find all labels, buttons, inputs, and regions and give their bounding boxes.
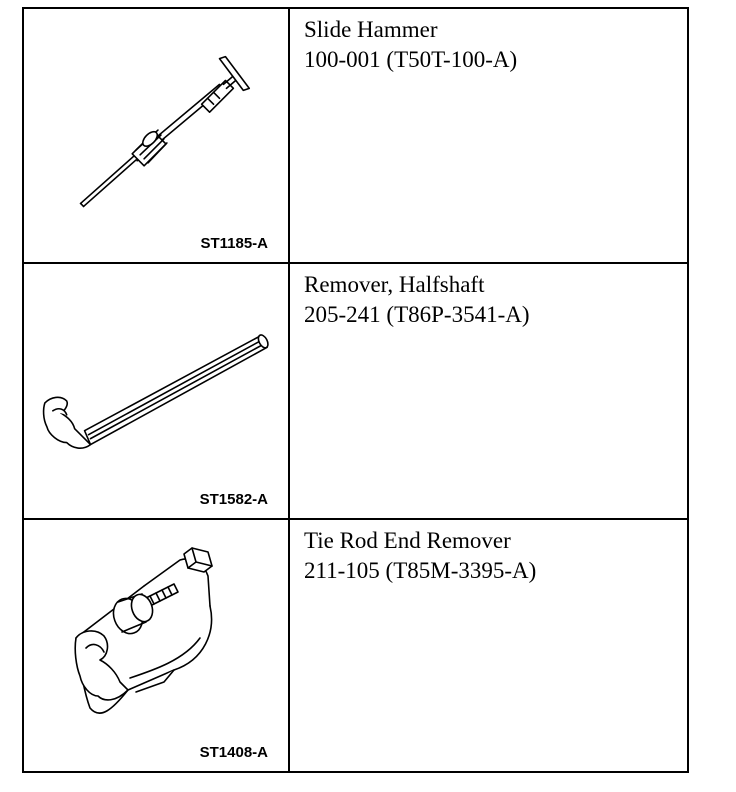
tool-name: Remover, Halfshaft — [304, 272, 485, 297]
tool-image-cell — [24, 264, 290, 518]
slide-hammer-icon — [24, 9, 288, 262]
table-row — [24, 520, 687, 771]
tool-number: 211-105 (T85M-3395-A) — [304, 558, 537, 583]
halfshaft-remover-icon — [24, 264, 288, 518]
tool-image-cell — [24, 520, 290, 771]
special-tools-table — [22, 7, 689, 773]
tool-number: 100-001 (T50T-100-A) — [304, 47, 518, 72]
tool-description-cell — [292, 520, 687, 771]
tool-name: Slide Hammer — [304, 17, 438, 42]
tool-name: Tie Rod End Remover — [304, 528, 511, 553]
tool-description-cell — [292, 264, 687, 518]
tool-image-cell — [24, 9, 290, 262]
tool-description-cell — [292, 9, 687, 262]
image-code: ST1185-A — [200, 235, 268, 252]
table-row — [24, 264, 687, 520]
table-row — [24, 9, 687, 264]
tool-number: 205-241 (T86P-3541-A) — [304, 302, 530, 327]
tie-rod-end-remover-icon — [24, 520, 288, 771]
image-code: ST1582-A — [199, 491, 268, 508]
image-code: ST1408-A — [199, 744, 268, 761]
